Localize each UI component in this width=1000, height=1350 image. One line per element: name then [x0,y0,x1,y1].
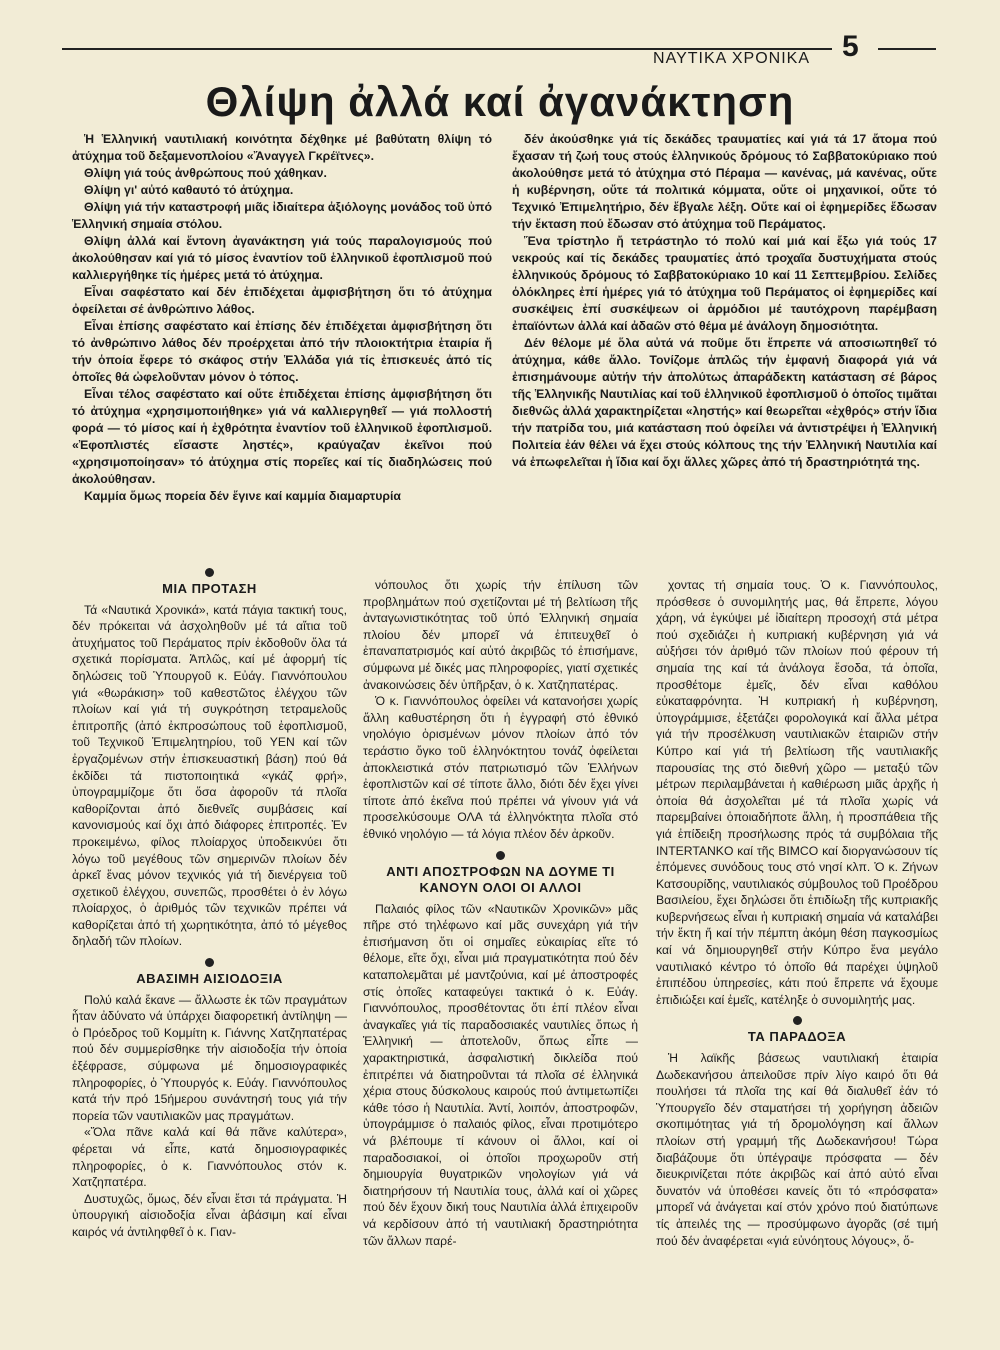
lead-right-column [512,131,937,471]
paragraph: Δυστυχῶς, ὅμως, δέν εἶναι ἔτσι τά πράγματα. Ἡ ὑπουργική αἰσιοδοξία εἶναι ἀβάσιμη καί εἶναι καιρός νά ἀντιληφθεῖ ὁ κ. Γιαν- [72,1191,347,1239]
paragraph: Θλίψη γι' αὐτό καθαυτό τό ἀτύχημα. [84,183,294,197]
paragraph: Εἶναι ἐπίσης σαφέστατο καί ἐπίσης δέν ἐπιδέχεται ἀμφισβήτηση ὅτι τό ἀνθρώπινο λάθος δέν προέρχεται ἀπό τήν πλοιοκτήτρια ἑταιρία ἤ τήν ὁποία ἔφερε τό σκάφος στήν Ἑλλάδα γιά τίς ἐπισκευές ἀπό τίς ὁποῖες θά ὠφελοῦνταν μόνον ὁ τόπος. [72,319,492,384]
header-rule-right [878,48,936,50]
paragraph: Δέν θέλομε μέ ὅλα αὐτά νά ποῦμε ὅτι ἔπρεπε νά αποσιωπηθεῖ τό ἀτύχημα, κάθε ἄλλο. Τονίζομε ἁπλῶς τήν ἐμφανή διαφορά γιά νά ἐπισημάνουμε αὐτήν τήν ἀπολύτως ἀπαράδεκτη κατάσταση σέ βάρος τῆς Ἑλληνικῆς Ναυτιλίας καί τοῦ ἑλληνικοῦ ἐφοπλισμοῦ ὁ ὁποῖος τιμᾶται διεθνῶς ἀλλά χαρακτηρίζεται «ληστής» καί θεωρεῖται «ἐχθρός» στήν ἴδια τήν πατρίδα του, μιά κατάσταση πού ὀφείλει νά ἀντιστρέψει ἡ Ἑλληνική Πολιτεία ἐάν θέλει νά ἔχει στούς κόλπους της τήν Ἑλληνική Ναυτιλία καί νά ἐπωφελεῖται ἡ ἴδια καί ὄχι ἄλλες χῶρες ἀπό τή δραστηριότητά της. [512,336,937,469]
paragraph: Θλίψη ἀλλά καί ἔντονη ἀγανάκτηση γιά τούς παραλογισμούς πού ἀκολούθησαν καί γιά τό μίσος ἐναντίον τοῦ ἑλληνικοῦ ἐφοπλισμοῦ πού καλλιεργήθηκε τίς ἡμέρες μετά τό ἀτύχημα. [72,234,492,282]
section-name: ΝΑΥΤΙΚΑ ΧΡΟΝΙΚΑ [653,50,810,67]
subheading: ΤΑ ΠΑΡΑΔΟΞΑ [747,1029,847,1045]
paragraph: νόπουλος ὅτι χωρίς τήν ἐπίλυση τῶν προβλημάτων πού σχετίζονται μέ τή βελτίωση τῆς ἀνταγωνιστικότητας τοῦ ὑπό Ἑλληνική σημαία πλοίου δέν μπορεῖ νά ἐπιτευχθεῖ ὁ ἐπαναπατρισμός καί αὐτό ἀκριβῶς τό ἐπισήμανε, σύμφωνα μέ δικές μας πληροφορίες, γιατί σχετικές ἀνακοινώσεις δέν ὑπῆρξαν, ὁ κ. Χατζηπατέρας. [363,578,638,692]
paragraph: δέν ἀκούσθηκε γιά τίς δεκάδες τραυματίες καί γιά τά 17 ἄτομα πού ἔχασαν τή ζωή τους στούς ἑλληνικούς δρόμους τό Σαββατοκύριακο πού ἀκολούθησε μετά τό ἀτύχημα στό Πέραμα — κανένας, μά κανένας, οὔτε ἡ κυβέρνηση, οὔτε τά πολιτικά κόμματα, οὔτε οἱ μηχανικοί, οὔτε τό Τεχνικό Ἐπιμελητήριο, δέν ἔβγαλε λέξη. Οὔτε καί οἱ ἐφημερίδες ἔδωσαν τήν ἔκταση πού ἔδωσαν στό ἀτύχημα τοῦ Περάματος. [512,132,937,231]
page-number: 5 [842,30,859,63]
paragraph: Ὁ κ. Γιαννόπουλος ὀφείλει νά κατανοήσει χωρίς ἄλλη καθυστέρηση ὅτι ἡ ἐγγραφή στό ἐθνικό νηολόγιο ὁρισμένων μόνον πλοίων ἀπό τόν τεράστιο ὄγκο τοῦ ἑλληνόκτητου τονάζ ὀφείλεται ἀποκλειστικά στόν πατριωτισμό τῶν Ἑλλήνων ἐφοπλιστῶν καί σέ τίποτε ἄλλο, διότι δέν ἔχει γίνει τίποτε ἀπό ἐκεῖνα πού πρέπει νά γίνουν γιά νά προσελκύσουμε ΟΛΑ τά ἑλληνόκτητα πλοῖα στό ἐθνικό νηολόγιο — τά λόγια πλέον δέν ἀρκοῦν. [363,694,638,841]
section-bullet [496,851,505,860]
column-3 [656,577,938,1249]
paragraph: Θλίψη γιά τούς ἀνθρώπους πού χάθηκαν. [84,166,327,180]
paragraph: Εἶναι σαφέστατο καί δέν ἐπιδέχεται ἀμφισβήτηση ὅτι τό ἀτύχημα ὀφείλεται σέ ἀνθρώπινο λάθος. [72,285,492,316]
paragraph: Καμμία ὅμως πορεία δέν ἔγινε καί καμμία διαμαρτυρία [84,489,401,503]
section-bullet [793,1016,802,1025]
subheading: ΑΒΑΣΙΜΗ ΑΙΣΙΟΔΟΞΙΑ [136,971,283,987]
paragraph: Παλαιός φίλος τῶν «Ναυτικῶν Χρονικῶν» μᾶς πῆρε στό τηλέφωνο καί μᾶς συνεχάρη γιά τήν ἐπισήμανση ὅτι οἱ σημαῖες εὐκαιρίας εἴτε τό θέλομε, εἴτε ὄχι, εἶναι μιά πραγματικότητα πού δέν καταπολεμᾶται μέ μαντζούνια, καί μέ ἀποστροφές στίς ὁποῖες καταφεύγει τακτικά ὁ κ. Εὐάγ. Γιαννόπουλος, προσθέτοντας ὅτι ἐπί πλέον εἶναι ἀναγκαῖες γιά τίς παραδοσιακές ναυτιλίες ὅπως ἡ Ἑλληνική — ἀποτελοῦν, ὅπως εἶπε — χαρακτηριστικά, ἀσφαλιστική δικλείδα πού ἐπιτρέπει νά διατηροῦνται τά πλοῖα σέ ἑλληνικά χέρια στους δύσκολους καιρούς πού ἀντιμετωπίζει κάθε τόσο ἡ Ναυτιλία. Ἀντί, λοιπόν, ἀποστροφῶν, ὑπογράμμισε ὁ παλαιός φίλος, εἶναι προτιμότερο νά βλέπουμε τί κάνουν οἱ ἄλλοι, καί οἱ παραδοσιακοί, οἱ ὁποῖοι προχωροῦν στή δημιουργία θυγατρικῶν νηολογίων γιά νά διατηρήσουν τή Ναυτιλία τους, ἀλλά καί οἱ χῶρες πού δέν ἔχουν δική τους Ναυτιλία ἀλλά ἐπιχειροῦν νά κερδίσουν ἀπό τή ναυτιλιακή δραστηριότητα τῶν ἄλλων παρέ- [363,901,638,1248]
paragraph: Ἡ Ἑλληνική ναυτιλιακή κοινότητα δέχθηκε μέ βαθύτατη θλίψη τό ἀτύχημα τοῦ δεξαμενοπλοίου «Ἄναγγελ Γκρέϊτνες». [72,132,492,163]
section-bullet [205,958,214,967]
paragraph: Εἶναι τέλος σαφέστατο καί οὔτε ἐπιδέχεται ἐπίσης ἀμφισβήτηση ὅτι τό ἀτύχημα «χρησιμοποιήθηκε» γιά νά καλλιεργηθεῖ — γιά πολλοστή φορά — τό μίσος καί ἡ ἐχθρότητα ἐναντίον τοῦ ἑλληνικοῦ ἐφοπλισμοῦ. «Ἐφοπλιστές εἴσαστε ληστές», κραύγαζαν ἐκεῖνοι πού «χρησιμοποίησαν» τό ἀτύχημα στίς πορεῖες καί τίς διαδηλώσεις πού ἀκολούθησαν. [72,387,492,486]
paragraph: Θλίψη γιά τήν καταστροφή μιᾶς ἰδιαίτερα ἀξιόλογης μονάδος τοῦ ὑπό Ἑλληνική σημαία στόλου. [72,200,492,231]
column-1 [72,560,347,1241]
column-2 [363,577,638,1249]
subheading: ΜΙΑ ΠΡΟΤΑΣΗ [162,581,257,596]
headline: Θλίψη ἀλλά καί ἀγανάκτηση [205,78,795,125]
subheading: ΑΝΤΙ ΑΠΟΣΤΡΟΦΩΝ ΝΑ ΔΟΥΜΕ ΤΙ ΚΑΝΟΥΝ ΟΛΟΙ ΟΙ ΑΛΛΟΙ [386,863,615,896]
section-bullet [205,568,214,577]
paragraph: χοντας τή σημαία τους. Ὁ κ. Γιαννόπουλος, πρόσθεσε ὁ συνομιλητής μας, θά ἔπρεπε, λόγου χάρη, νά ἐγκύψει μέ ἰδιαίτερη προσοχή στά μέτρα πού σχεδιάζει ἡ κυπριακή κυβέρνηση γιά νά αὐξήσει τόν ἀριθμό τῶν πλοίων πού φέρουν τή σημαία της καί τά ἀνάλογα ἔσοδα, τά ὁποῖα, προσθέτομε ἐμεῖς, δέν εἶναι καθόλου εὐκαταφρόνητα. Ἡ κυπριακή ἡ κυβέρνηση, ὑπογράμμισε, ἐξετάζει φορολογικά καί ἄλλα μέτρα γιά τήν προσέλκυση ναυτιλιακῶν ἑταιριῶν στήν Κύπρο καί γιά τή βελτίωση τῆς ναυτιλιακῆς παρουσίας της στό διεθνή χῶρο — μεταξύ τῶν μέτρων περιλαμβάνεται ἡ καθιέρωση μιᾶς ἀρχῆς ἡ ὁποία θά ἀσχολεῖται μέ τά πλοῖα χωρίς νά παρεμβαίνει ὁποιαδήποτε ἄλλη, ἡ προσπάθεια τῆς γιά ἐπίδειξη προσήλωσης πρός τά συμβόλαια τῆς INTERTANKO καί τῆς BIMCO καί διοργανώσουν τίς ἐπόμενες συνόδους τους στό νησί κλπ. Ὁ κ. Ζήνων Κατσουρίδης, ναυτιλιακός σύμβουλος τοῦ Προέδρου Βασιλείου, ἔχει δηλώσει ὅτι ἐπιδίωξη τῆς κυπριακῆς κυβερνήσεως εἶναι ἡ κυπριακή σημαία νά καταλάβει τήν ἕκτη ἤ καί τήν πέμπτη ἀκόμη θέση παγκοσμίως καί νά δημιουργηθεῖ στήν Κύπρο ἕνα μεγάλο ναυτιλιακό κέντρο τό ὁποῖο θά παρέχει ὑψηλοῦ ἐπιπέδου ὑπηρεσίες, κάτι πού ἔπρεπε νά ἔχουμε ἐπιδιώξει καί ἐμεῖς, κατέληξε ὁ συνομιλητής μας. [656,578,938,1007]
paragraph: Ἕνα τρίστηλο ἤ τετράστηλο τό πολύ καί μιά καί ἔξω γιά τούς 17 νεκρούς καί τίς δεκάδες τραυματίες ἀπό τροχαῖα δυστυχήματα στούς ἑλληνικούς δρόμους τό Σαββατοκύριακο 10 καί 11 Σεπτεμβρίου. Σελίδες ὁλόκληρες ἐπί ἡμέρες γιά τό ἀτύχημα τοῦ Περάματος οἱ ἐφημερίδες καί συσκέψεις ἐπί συσκέψεων οἱ ἁρμόδιοι μέ ταυτόχρονη παρέμβαση ἐπαϊόντων ἀλλά καί ἀδαῶν στό θέμα μέ ἀνάλογη δημοσιότητα. [512,234,937,333]
paragraph: Ἡ λαϊκῆς βάσεως ναυτιλιακή ἑταιρία Δωδεκανήσου ἀπειλοῦσε πρίν λίγο καιρό ὅτι θά πουλήσει τά πλοῖα της καί θά διαλυθεῖ ἐάν τό Ὑπουργεῖο δέν σταματήσει τή χορήγηση ἀδειῶν σκοπιμότητας γιά τή δρομολόγηση καί ἄλλων πλοίων στή γραμμή τῆς Δωδεκανήσου! Τώρα διαβάζουμε ὅτι ὑπέγραψε πρόσφατα — δέν διευκρινίζεται πότε ἀκριβῶς καί ἀπό αὐτό εἶναι δυνατόν νά ὑποθέσει κανείς ὅτι τό «πρόσφατα» μπορεῖ νά ἀνάγεται καί στόν χρόνο πού διατύπωνε τίς ἀπειλές της — προσύμφωνο ἀγορᾶς (σέ τιμή πού δέν ἀναφέρεται «γιά εὐνόητους λόγους», ὅ- [656,1051,938,1248]
lead-left-column [72,131,492,505]
paragraph: Πολύ καλά ἔκανε — ἄλλωστε ἐκ τῶν πραγμάτων ἦταν ἀδύνατο νά ὑπάρχει διαφορετική ἀντίληψη — ὁ Πρόεδρος τοῦ Κομμίτη κ. Γιάννης Χατζηπατέρας πού δέν συμμερίσθηκε τήν αἰσιοδοξία τήν ὁποία ἐξέφρασε, σύμφωνα μέ δημοσιογραφικές πληροφορίες, ὁ Ὑπουργός κ. Εὐάγ. Γιαννόπουλος κατά τήν πρό 15ήμερου συνάντησή τους γιά τήν πορεία τῶν ναυτιλιακῶν μας πραγμάτων. [72,992,347,1123]
paragraph: «Ὅλα πᾶνε καλά καί θά πᾶνε καλύτερα», φέρεται νά εἶπε, κατά δημοσιογραφικές πληροφορίες, ὁ κ. Γιαννόπουλος στόν κ. Χατζηπατέρα. [72,1125,347,1190]
paragraph: Τά «Ναυτικά Χρονικά», κατά πάγια τακτική τους, δέν πρόκειται νά ἀσχοληθοῦν μέ τά αἴτια τοῦ ἀτυχήματος τοῦ Περάματος πρίν ἐκδοθοῦν ὅλα τά σχετικά πορίσματα. Ἁπλῶς, καί μέ ἀφορμή τίς δηλώσεις τοῦ Ὑπουργοῦ κ. Εὐάγ. Γιαννόπουλου γιά «θωράκιση» τοῦ καθεστῶτος ἐλέγχου τῶν πλοίων καί γιά τή συγκρότηση τετραμελοῦς ἐπιτροπῆς (ἀπό ἐκπροσώπους τοῦ ἐφοπλισμοῦ, τοῦ Τεχνικοῦ Ἐπιμελητηρίου, τοῦ ΥΕΝ καί τῶν ἐργαζομένων στήν ἐπισκευαστική βάση) πού θά ἐκδίδει τά πιστοποιητικά «γκάζ φρή», ὑπογραμμίζομε ὅτι ὅσα ἀφοροῦν τά πλοῖα καθορίζονται ἀπό διεθνεῖς συμβάσεις καί κανονισμούς καί ὄχι ἀπό διάφορες ἐπιτροπές. Ἐν προκειμένω, φίλος πλοίαρχος ὑποδεικνύει ὅτι λόγω τοῦ μεγέθους τῶν σημερινῶν πλοίων δέν ἀρκεῖ ἕνας μόνον τεχνικός γιά τή διενέργεια τοῦ σχετικοῦ ἐλέγχου, συνεπῶς, προσθέτει ὁ ἐν λόγω πλοίαρχος, ὁ ἀριθμός τῶν τεχνικῶν πρέπει νά καθορίζεται ἀπό τή χωρητικότητα, ἀπό τό μέγεθος δηλαδή τῶν πλοίων. [72,602,347,949]
